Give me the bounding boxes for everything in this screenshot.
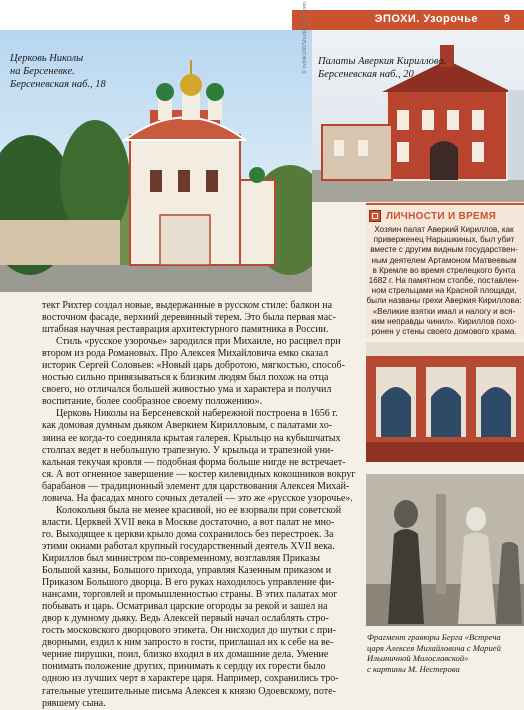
sidebar-line: приверженец Нарышкиных, был убит [373,235,515,245]
paragraph [42,300,359,336]
chambers-caption [318,55,488,81]
sidebar-line: ным деятелем Артамоном Матвеевым [371,255,517,265]
text-line: своего, но отличался большей живостью ума и характера и получил [42,384,332,396]
engraving-photo [366,474,524,626]
page-number: 9 [503,13,510,25]
sidebar-text [366,225,522,337]
personalities-sidebar [366,203,524,338]
text-line: понимать положение других, принимать к сердцу их горести было [42,661,326,673]
sidebar-line: в Кремле во время стрелецкого бунта [372,265,516,275]
text-line: Церковь Николы на Берсеневской набережной построена в 1656 г. [56,408,338,420]
text-line: гость московского дворцового этикета. Он нисходил до шутки с при- [42,625,336,637]
engraving-illustration [366,474,524,626]
text-line: двор к думному дьяку. Ведь Алексей первый начал ослаблять стро- [42,613,329,625]
text-line: штабная научная реставрация архитектурного памятника в России. [42,324,329,336]
text-line: восточном фасаде, верхний деревянный терем. Это была первая мас- [42,312,336,324]
text-line: го. Выходящее к церкви крыло дома сохранилось без перестроек. За [42,528,334,540]
engraving-caption [367,632,523,674]
text-line: воспитание, более сообразное своему положению». [42,396,263,408]
text-line: ловича. На фасадах много сочных деталей — это же «русское узорочье». [42,492,353,504]
caption-line: с картины М. Нестерова [367,663,460,674]
text-line: побывать и царь. Осматривал царские огороды за рекой и зашел на [42,601,328,613]
text-line: как домовая думным дьяком Аверкием Кирилловым, с палатами хо- [42,420,333,432]
text-line: власти. Церквей XVII века в Москве достаточно, а вот палат не мно- [42,516,335,528]
text-line: столпах ведет в небольшую трапезную. У крыльца и трапезной уни- [42,444,334,456]
text-line: дворными, ездил к ним запросто в гости, приглашал их к себе на ве- [42,637,334,649]
section-header-bar [292,10,524,30]
text-line: кальная текучая кровля — подобная форма больше нигде не встречает- [42,456,346,468]
caption-line: Берсеневская наб., 20 [318,69,414,80]
sidebar-line: ким неправды чинил». Кириллов похо- [371,316,517,326]
text-line: ся. А вот огненное завершение — костер килевидных кокошников вокруг [42,468,356,480]
paragraph [42,336,359,408]
ornament-illustration [366,342,524,462]
sidebar-line: Хозяин палат Аверкий Кириллов, как [374,225,514,234]
caption-line: царя Алексея Михайловича с Марией [367,642,501,653]
church-caption [10,52,160,91]
text-line: зяина ее когда-то соединяла крытая галерея. Крыльцо на кубышчатых [42,432,341,444]
text-line: втором из рода Романовых. Про Алексея Михайловича емко сказал [42,348,329,360]
sidebar-title: ЛИЧНОСТИ И ВРЕМЯ [386,210,497,222]
caption-line: на Берсеневке. [10,66,75,77]
text-line: Колокольня была не менее красивой, но ее взорвали при советской [56,504,342,516]
caption-line: Фрагмент гравюры Берга «Встреча [367,632,501,642]
text-line: тект Рихтер создал новые, выдержанные в русском стиле: балкон на [42,300,333,311]
sidebar-header [369,209,496,223]
text-line: этими окнами работал крупный государственный деятель XVII века. [42,540,335,552]
caption-line: Палаты Аверкия Кириллова. [318,56,447,67]
paragraph [42,408,359,504]
sidebar-line: 1682 г. На памятном столбе, поставлен- [368,276,520,286]
text-line: рявшему сына. [42,697,106,709]
article-body [42,300,359,710]
text-line: одною из лучших черт в характере царя. Например, сохранились тро- [42,673,339,685]
caption-line: Ильиничной Милославской» [367,653,469,663]
paragraph [42,505,359,710]
photo-credit: © rublik108/Shutterstock.com [302,2,308,74]
sidebar-line: были названы грехи Аверкия Кириллова: [366,296,522,306]
sidebar-line: ном стрельцами на Красной площади, [371,286,517,296]
caption-line: Берсеневская наб., 18 [10,79,106,90]
text-line: Приказом Большого дворца. В его руках находилось управление фи- [42,577,335,589]
text-line: гательные утешительные письма Алексея к князю Одоевскому, поте- [42,685,336,697]
ornament-icon [369,210,381,222]
caption-line: Церковь Николы [10,53,84,64]
sidebar-line: вместе с другим видным государствен- [370,245,518,255]
text-line: Стиль «русское узорочье» зародился при Михаиле, но расцвел при [56,336,341,348]
text-line: Большой казны, Большого прихода, управляя Казенным приказом и [42,565,332,577]
text-line: нансами, торговлей и промышленностью страны. В этих палатах мог [42,589,338,601]
page-header [0,0,524,30]
text-line: Кириллов был министром по-современному, возглавляя Приказы [42,552,321,564]
sidebar-line: ронен у стены своего домового храма. [371,327,517,337]
text-line: барабанов — традиционный элемент для царствования Алексея Михай- [42,480,350,492]
section-title: ЭПОХИ. Узорочье [374,13,478,25]
sidebar-line: «Великие взятки имал и налогу и вся- [372,306,516,316]
text-line: ностью сильно привязываться к близким людям был похож на отца [42,372,329,384]
text-line: черние пирушки, поил, близко входил в их домашние дела. Умение [42,649,329,661]
ornament-photo [366,342,524,462]
text-line: историк Сергей Соловьев: «Новый царь добротою, мягкостью, способ- [42,360,345,372]
